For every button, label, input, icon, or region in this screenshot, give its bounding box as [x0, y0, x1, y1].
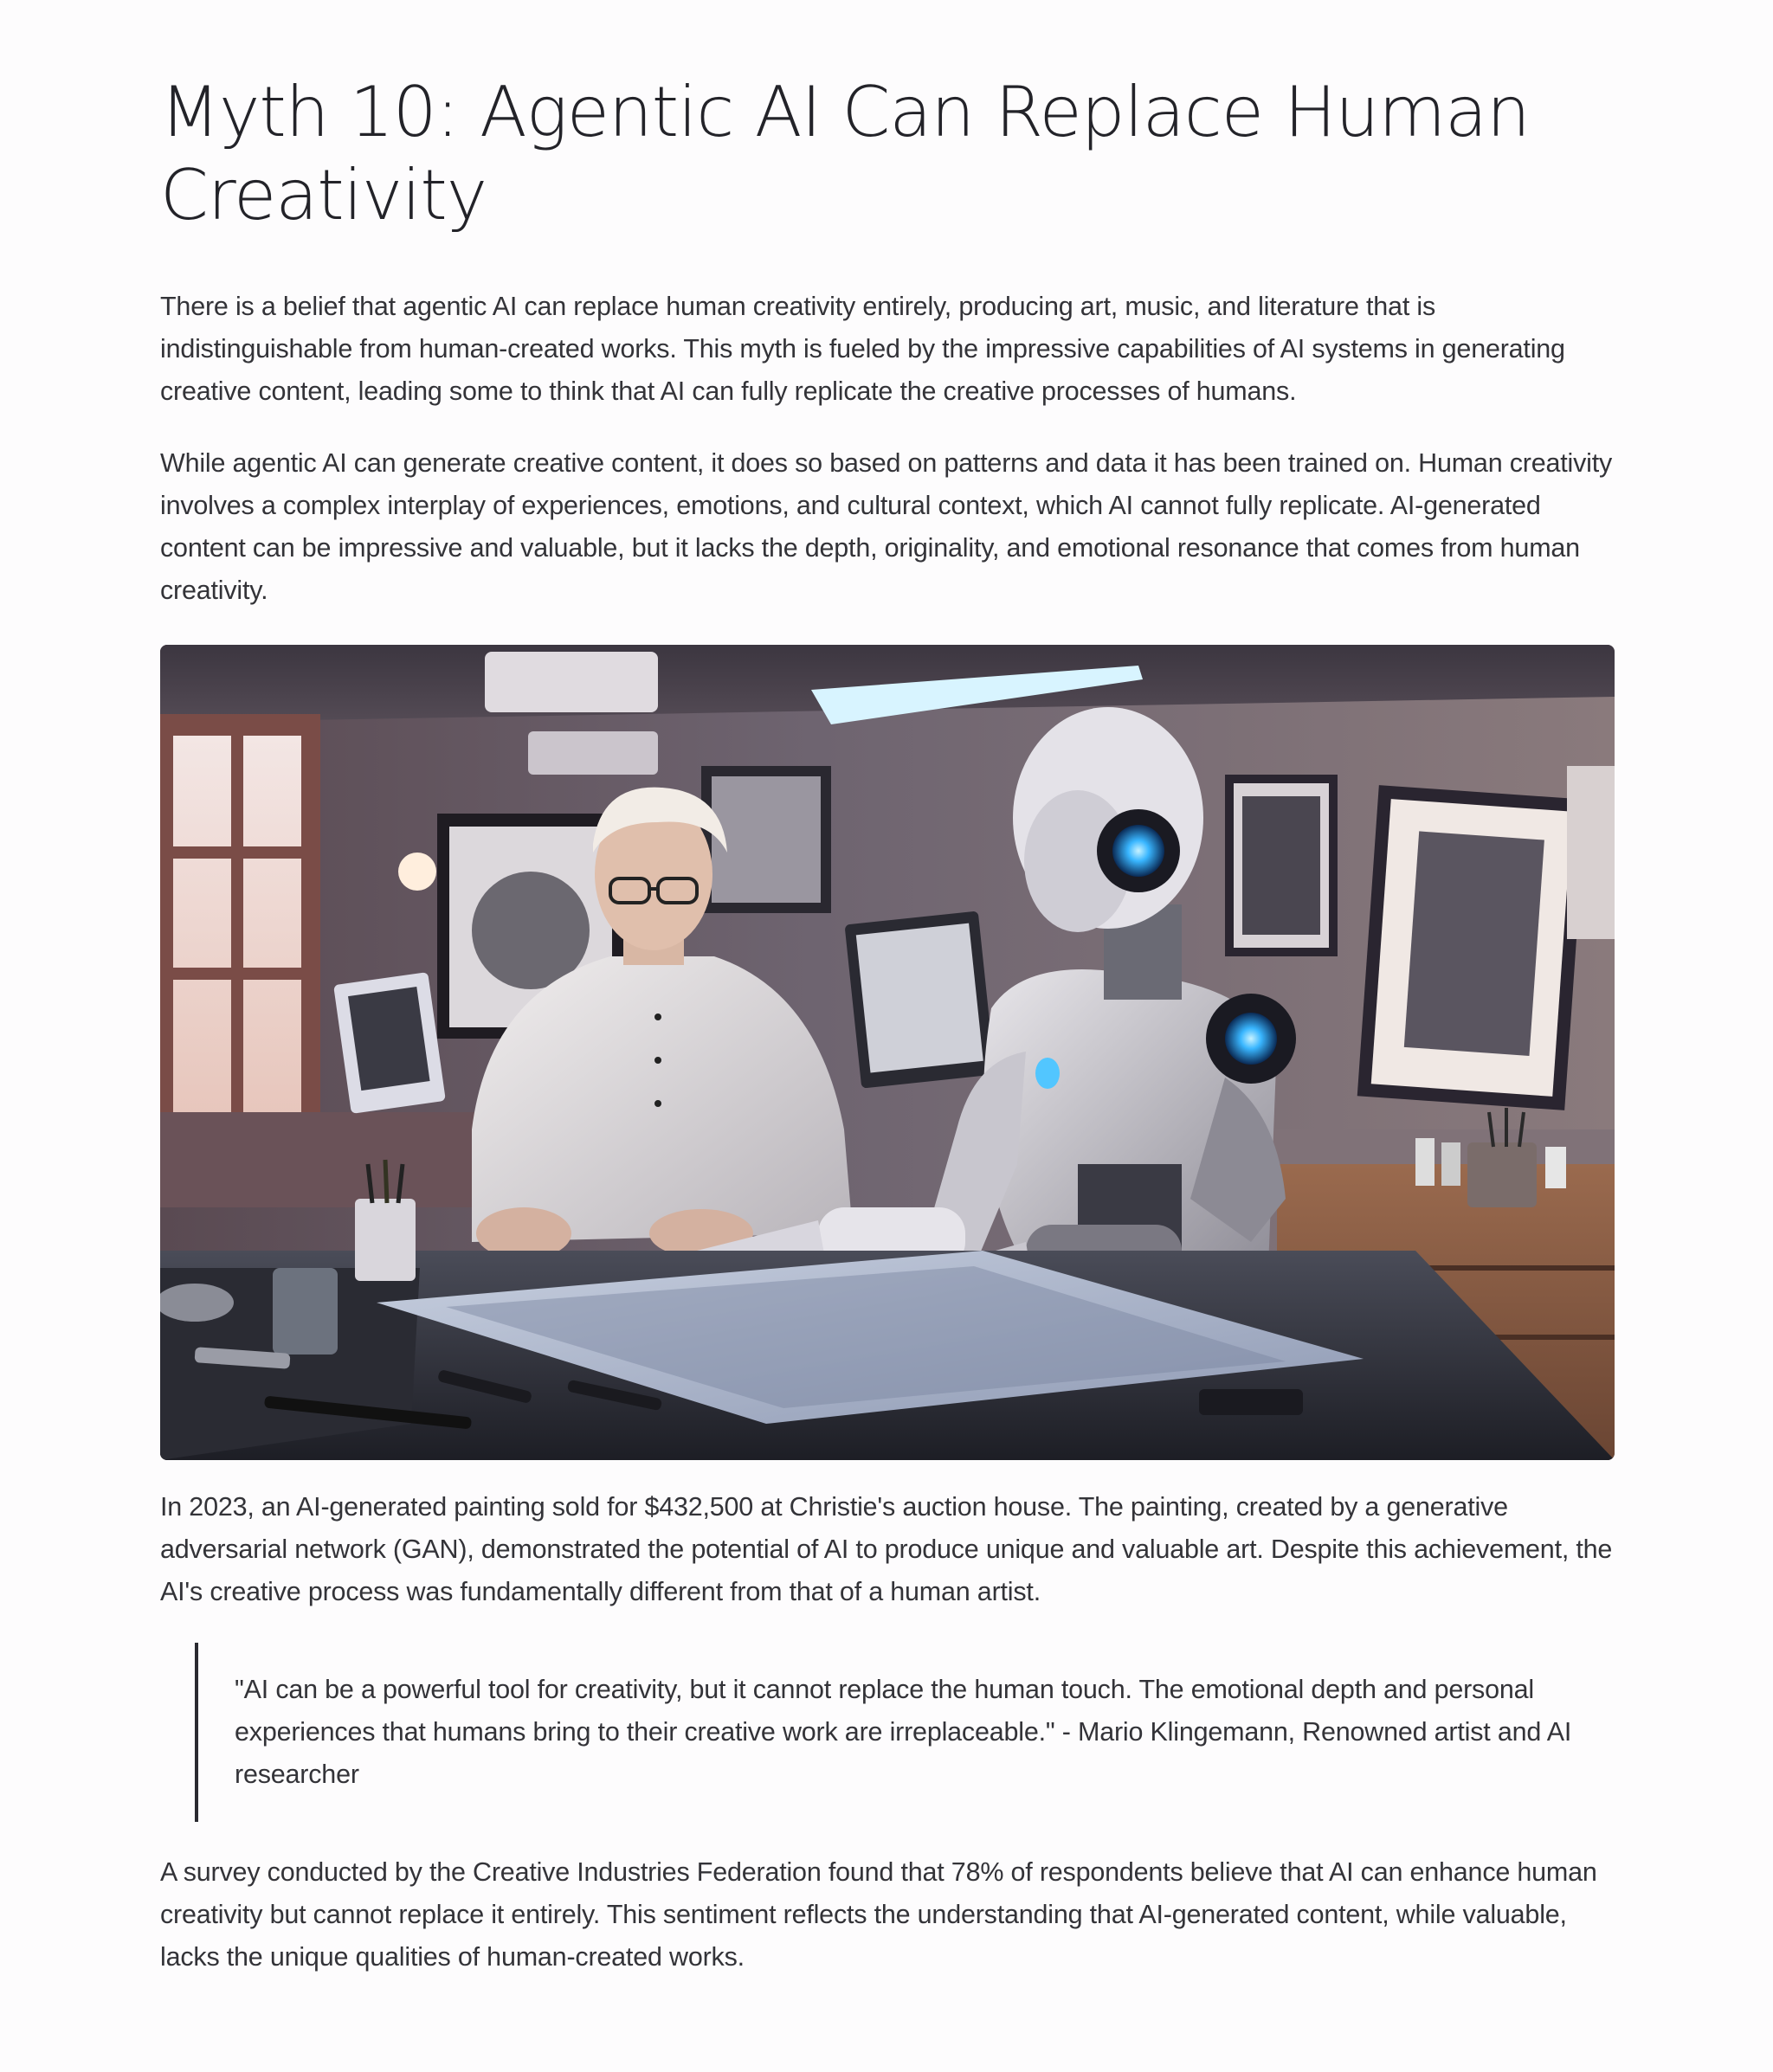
paragraph-example: In 2023, an AI-generated painting sold for $432,500 at Christie's auction house. The painting, created by a generative adversarial network (GAN), demonstrated the potential of AI to produce unique and valuable art. Despite this achievement, the AI's creative process was fundamentally different from that of a human artist.	[160, 1492, 1613, 1606]
article	[160, 0, 1615, 1979]
blockquote	[195, 1643, 1580, 1822]
paragraph-explanation: While agentic AI can generate creative content, it does so based on patterns and data it has been trained on. Human creativity involves a complex interplay of experiences, emotions, and cultural context, which AI cannot fully replicate. AI-generated content can be impressive and valuable, but it lacks the depth, originality, and emotional resonance that comes from human creativity.	[160, 448, 1613, 605]
blockquote-text: "AI can be a powerful tool for creativity, but it cannot replace the human touch. The emotional depth and personal experiences that humans bring to their creative work are irreplaceable." - Mario Klingemann, Renowned artist and AI researcher	[235, 1675, 1572, 1789]
article-title: Myth 10: Agentic AI Can Replace Human Creativity	[160, 72, 1530, 235]
paragraph-survey: A survey conducted by the Creative Industries Federation found that 78% of respondents believe that AI can enhance human creativity but cannot replace it entirely. This sentiment reflects the understanding that AI-generated content, while valuable, lacks the unique qualities of human-created works.	[160, 1857, 1597, 1972]
article-illustration	[160, 645, 1615, 1460]
paragraph-intro: There is a belief that agentic AI can replace human creativity entirely, producing art, music, and literature that is indistinguishable from human-created works. This myth is fueled by the impressive capabilities of AI systems in generating creative content, leading some to think that AI can fully replicate the creative processes of humans.	[160, 292, 1565, 406]
